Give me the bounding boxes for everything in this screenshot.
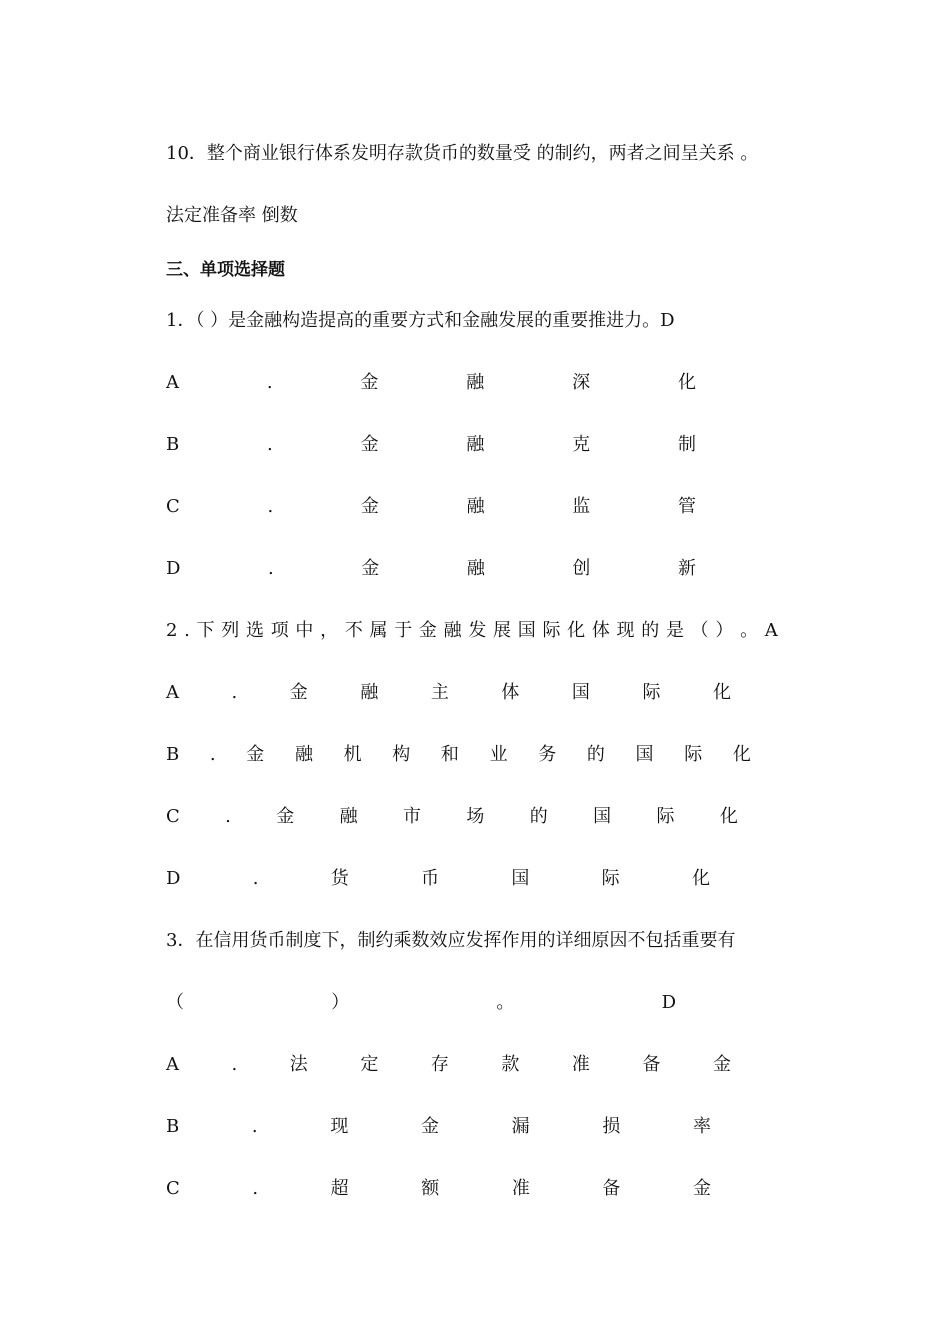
line-glyph: 。 <box>496 992 515 1013</box>
line-glyph: 金 <box>361 558 380 579</box>
line-glyph: 金 <box>360 434 379 455</box>
line-glyph: 机 <box>343 744 362 765</box>
line-glyph: 货 <box>330 868 349 889</box>
line-glyph: 化 <box>712 682 731 703</box>
line-glyph: 体 <box>591 620 610 641</box>
line-glyph: 融 <box>466 496 485 517</box>
line-glyph: 损 <box>602 1116 621 1137</box>
line-glyph: C <box>166 806 180 827</box>
question-3-stem-continued <box>166 992 676 1014</box>
line-glyph: 际 <box>684 744 703 765</box>
line-glyph: A <box>166 372 179 393</box>
line-glyph: D <box>661 992 676 1013</box>
line-glyph: B <box>166 434 180 455</box>
line-glyph: 漏 <box>511 1116 530 1137</box>
line-glyph: 金 <box>692 1178 711 1199</box>
q2-option-d <box>166 868 710 890</box>
line-glyph: 列 <box>221 620 240 641</box>
line-glyph: 化 <box>732 744 751 765</box>
question-1-stem: 1．（ ）是金融构造提高的重要方式和金融发展的重要推进力。D <box>166 310 675 331</box>
line-glyph: . <box>225 806 231 827</box>
line-glyph: . <box>268 558 274 579</box>
line-glyph: 2 <box>166 620 178 641</box>
line-glyph: 国 <box>511 868 530 889</box>
line-glyph: 款 <box>501 1054 520 1075</box>
line-glyph: C <box>166 1178 180 1199</box>
line-glyph: A <box>166 1054 179 1075</box>
line-glyph: D <box>166 558 181 579</box>
line-glyph: 融 <box>443 620 462 641</box>
line-glyph: D <box>166 868 181 889</box>
line-glyph: 准 <box>571 1054 590 1075</box>
line-glyph: 展 <box>493 620 512 641</box>
line-glyph: 主 <box>430 682 449 703</box>
line-glyph: 化 <box>691 868 710 889</box>
line-glyph: 币 <box>421 868 440 889</box>
line-glyph: ） <box>331 992 350 1013</box>
line-glyph: 金 <box>712 1054 731 1075</box>
q2-option-c <box>166 806 738 828</box>
line-glyph: 克 <box>572 434 591 455</box>
line-glyph: 制 <box>677 434 696 455</box>
line-glyph: 备 <box>602 1178 621 1199</box>
q3-option-b <box>166 1116 711 1138</box>
line-glyph: 额 <box>421 1178 440 1199</box>
line-glyph: 备 <box>642 1054 661 1075</box>
line-glyph: 是 <box>665 620 684 641</box>
line-glyph: 法 <box>289 1054 308 1075</box>
line-glyph: 融 <box>360 682 379 703</box>
section-title: 三、单项选择题 <box>166 260 285 280</box>
line-glyph: 场 <box>466 806 485 827</box>
line-glyph: 融 <box>466 558 485 579</box>
line-glyph: 金 <box>418 620 437 641</box>
line-glyph: A <box>764 620 778 641</box>
line-glyph: 化 <box>719 806 738 827</box>
line-glyph: 金 <box>360 372 379 393</box>
line-glyph: 构 <box>392 744 411 765</box>
line-glyph: . <box>209 744 216 765</box>
q3-option-c <box>166 1178 711 1200</box>
q1-option-c <box>166 496 696 518</box>
line-glyph: 定 <box>360 1054 379 1075</box>
line-glyph: 发 <box>468 620 487 641</box>
line-glyph: 的 <box>586 744 605 765</box>
question-2-stem <box>166 620 778 642</box>
line-glyph: . <box>231 682 238 703</box>
question-3-stem: 3．在信用货币制度下，制约乘数效应发挥作用的详细原因不包括重要有 <box>166 930 736 951</box>
line-glyph: 际 <box>642 682 661 703</box>
line-glyph: 准 <box>511 1178 530 1199</box>
line-glyph: 的 <box>529 806 548 827</box>
q1-option-a <box>166 372 696 394</box>
q3-option-a <box>166 1054 731 1076</box>
line-glyph: . <box>184 620 190 641</box>
q1-option-b <box>166 434 696 456</box>
line-glyph: 体 <box>501 682 520 703</box>
line-glyph: 存 <box>430 1054 449 1075</box>
line-glyph: B <box>166 1116 180 1137</box>
line-glyph: 超 <box>330 1178 349 1199</box>
line-glyph: 的 <box>641 620 660 641</box>
line-glyph: 不 <box>344 620 363 641</box>
line-glyph: 融 <box>466 372 485 393</box>
line-glyph: 金 <box>420 1116 439 1137</box>
line-glyph: 中 <box>295 620 314 641</box>
line-glyph: 业 <box>489 744 508 765</box>
line-glyph: 项 <box>270 620 289 641</box>
line-glyph: . <box>251 1116 258 1137</box>
line-glyph: 际 <box>601 868 620 889</box>
line-glyph: 际 <box>656 806 675 827</box>
question-10-answer: 法定准备率 倒数 <box>166 205 298 226</box>
line-glyph: 。 <box>740 620 759 641</box>
line-glyph: （ <box>690 620 709 641</box>
line-glyph: . <box>267 496 274 517</box>
line-glyph: 深 <box>572 372 591 393</box>
line-glyph: . <box>252 1178 259 1199</box>
line-glyph: 国 <box>571 682 590 703</box>
line-glyph: B <box>166 744 180 765</box>
line-glyph: C <box>166 496 180 517</box>
line-glyph: 率 <box>693 1116 711 1137</box>
line-glyph: A <box>166 682 179 703</box>
line-glyph: 融 <box>339 806 358 827</box>
q1-option-d <box>166 558 696 580</box>
line-glyph: 和 <box>440 744 459 765</box>
line-glyph: ） <box>715 620 734 641</box>
line-glyph: 融 <box>294 744 313 765</box>
line-glyph: 新 <box>677 558 696 579</box>
line-glyph: 下 <box>196 620 215 641</box>
line-glyph: 监 <box>572 496 591 517</box>
line-glyph: 金 <box>360 496 379 517</box>
line-glyph: 于 <box>394 620 413 641</box>
line-glyph: 现 <box>616 620 635 641</box>
line-glyph: 金 <box>246 744 265 765</box>
line-glyph: . <box>252 868 259 889</box>
q2-option-b <box>166 744 751 766</box>
line-glyph: 金 <box>276 806 295 827</box>
line-glyph: （ <box>166 992 184 1013</box>
line-glyph: . <box>267 434 273 455</box>
line-glyph: 国 <box>517 620 536 641</box>
line-glyph: 属 <box>369 620 388 641</box>
line-glyph: 选 <box>246 620 264 641</box>
line-glyph: 化 <box>567 620 586 641</box>
line-glyph: 金 <box>289 682 308 703</box>
line-glyph: 市 <box>403 806 422 827</box>
question-10-text: 10．整个商业银行体系发明存款货币的数量受 的制约，两者之间呈关系 。 <box>166 143 759 164</box>
q2-option-a <box>166 682 731 704</box>
line-glyph: 融 <box>466 434 485 455</box>
line-glyph: 国 <box>593 806 612 827</box>
line-glyph: 化 <box>677 372 696 393</box>
line-glyph: 际 <box>542 620 561 641</box>
line-glyph: ， <box>320 620 339 641</box>
line-glyph: 务 <box>538 744 557 765</box>
line-glyph: 国 <box>635 744 654 765</box>
line-glyph: 管 <box>677 496 696 517</box>
line-glyph: . <box>266 372 273 393</box>
line-glyph: 创 <box>572 558 591 579</box>
line-glyph: 现 <box>330 1116 349 1137</box>
line-glyph: . <box>231 1054 238 1075</box>
